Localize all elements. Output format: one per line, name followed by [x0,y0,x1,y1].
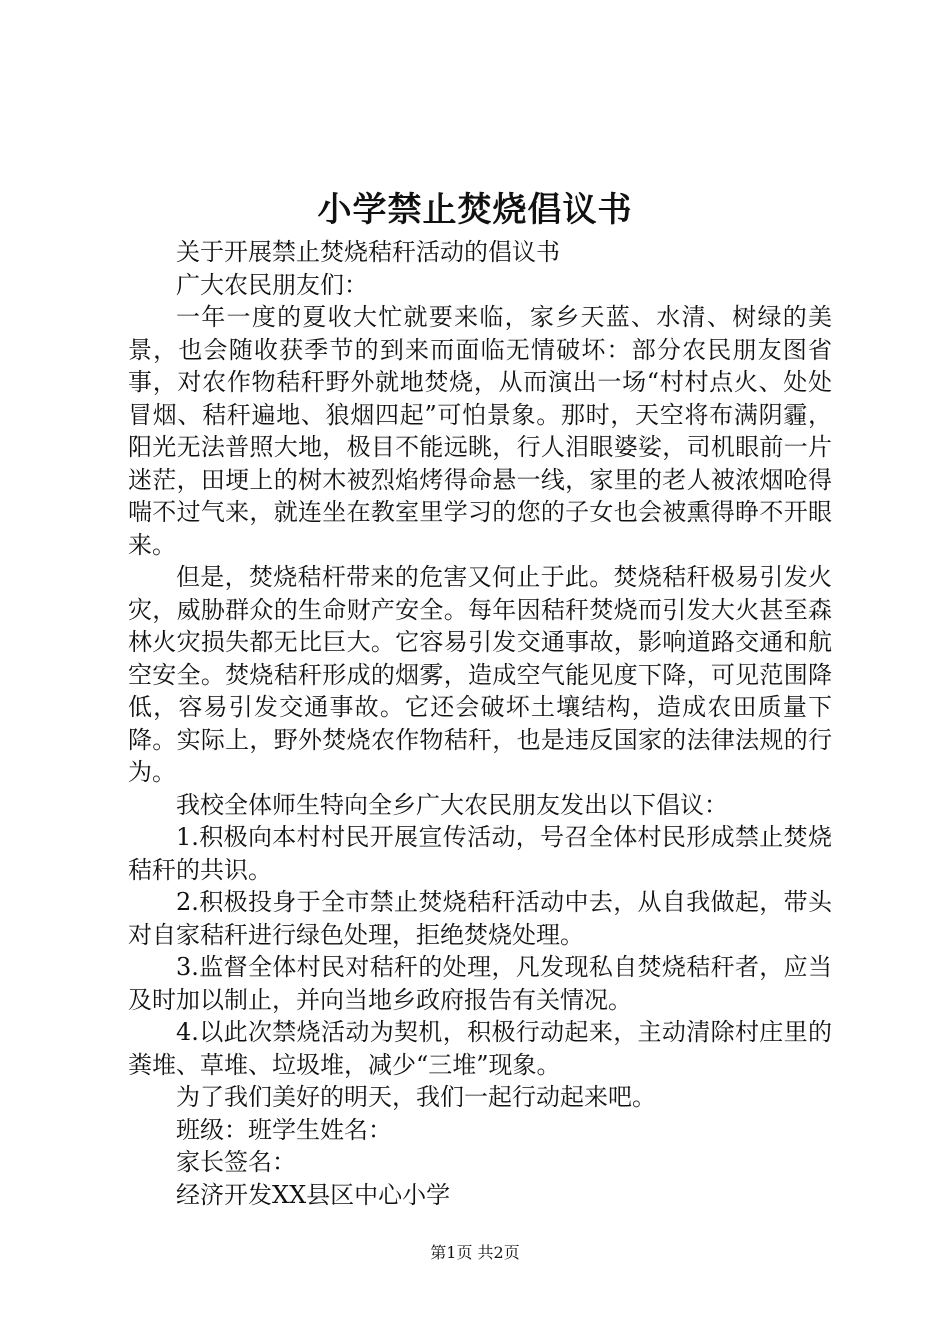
proposal-item: 3.监督全体村民对秸秆的处理，凡发现私自焚烧秸秆者，应当及时加以制止，并向当地乡政府报告有关情况。 [128,953,832,1014]
proposal-intro-paragraph: 我校全体师生特向全乡广大农民朋友发出以下倡议： [176,790,728,819]
salutation-paragraph: 广大农民朋友们： [176,270,368,299]
body-paragraph: 一年一度的夏收大忙就要来临，家乡天蓝、水清、树绿的美景，也会随收获季节的到来而面临无情破坏：部分农民朋友图省事，对农作物秸秆野外就地焚烧，从而演出一场“村村点火、处处冒烟、秸秆遍地、狼烟四起”可怕景象。那时，天空将布满阴霾，阳光无法普照大地，极目不能远眺，行人泪眼婆娑，司机眼前一片迷茫，田埂上的树木被烈焰烤得命悬一线，家里的老人被浓烟呛得喘不过气来，就连坐在教室里学习的您的子女也会被熏得睁不开眼来。 [128,303,832,559]
proposal-item: 1.积极向本村村民开展宣传活动，号召全体村民形成禁止焚烧秸秆的共识。 [128,823,832,884]
closing-paragraph: 为了我们美好的明天，我们一起行动起来吧。 [176,1083,656,1111]
subtitle-paragraph: 关于开展禁止焚烧秸秆活动的倡议书 [176,238,560,266]
body-paragraph: 但是，焚烧秸杆带来的危害又何止于此。焚烧秸秆极易引发火灾，威胁群众的生命财产安全。每年因秸秆焚烧而引发大火甚至森林火灾损失都无比巨大。它容易引发交通事故，影响道路交通和航空安全。焚烧秸秆形成的烟雾，造成空气能见度下降，可见范围降低，容易引发交通事故。它还会破坏土壤结构，造成农田质量下降。实际上，野外焚烧农作物秸秆，也是违反国家的法律法规的行为。 [128,563,832,786]
document-body [128,236,832,1211]
class-name-line: 班级：班学生姓名： [176,1115,392,1144]
page-footer: 第1页 共2页 [430,1243,520,1262]
proposal-item: 4.以此次禁烧活动为契机，积极行动起来，主动清除村庄里的粪堆、草堆、垃圾堆，减少“三堆”现象。 [128,1018,832,1079]
school-name-line: 经济开发XX县区中心小学 [176,1180,451,1209]
parent-signature-line: 家长签名： [176,1148,296,1176]
proposal-item: 2.积极投身于全市禁止焚烧秸秆活动中去，从自我做起，带头对自家秸秆进行绿色处理，拒绝焚烧处理。 [128,888,832,949]
document-title: 小学禁止焚烧倡议书 [317,190,633,230]
